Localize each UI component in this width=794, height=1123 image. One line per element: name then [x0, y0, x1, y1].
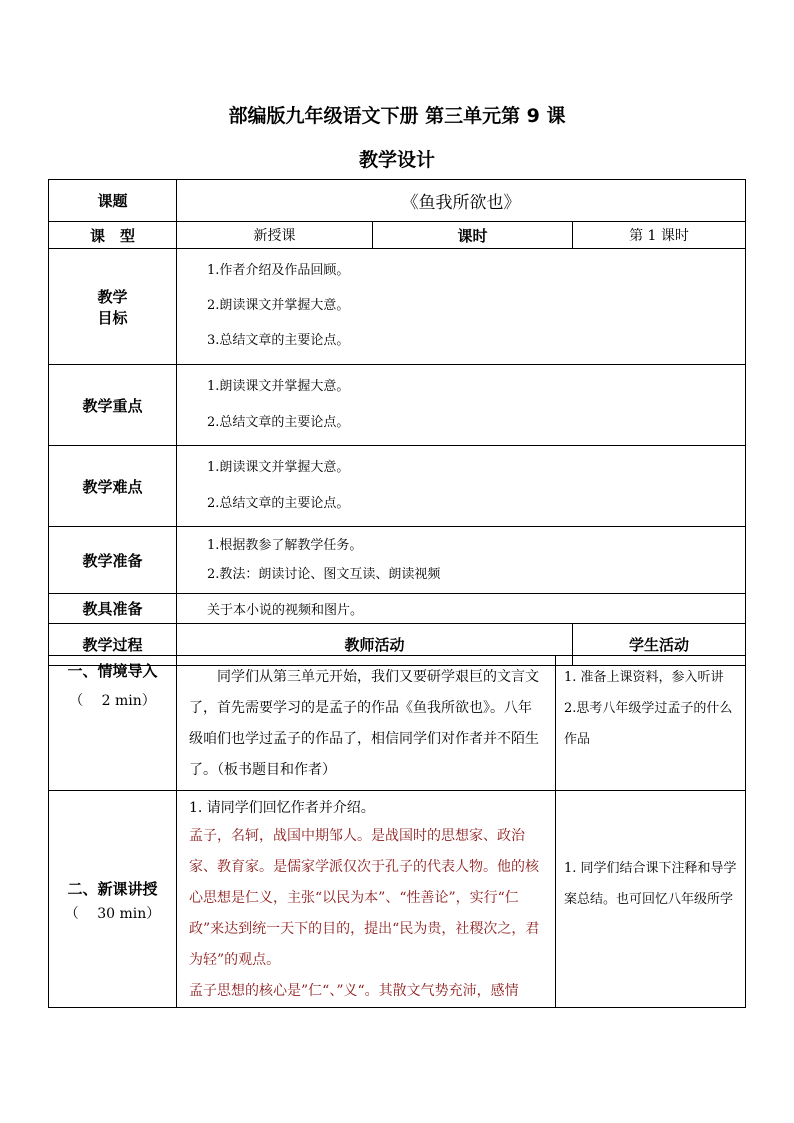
list-item: 2.思考八年级学过孟子的什么作品	[564, 701, 733, 747]
document-title: 部编版九年级语文下册 第三单元第 9 课	[228, 105, 566, 127]
lesson-plan-table	[48, 179, 746, 666]
list-item: 1.朗读课文并掌握大意。	[207, 379, 350, 394]
list-item: 1.朗读课文并掌握大意。	[207, 460, 350, 475]
stage-2-title: 二、新课讲授	[67, 880, 158, 898]
list-item: 1.作者介绍及作品回顾。	[207, 263, 350, 278]
list-item: 1.根据教参了解教学任务。	[207, 538, 363, 553]
stage-2-name	[49, 791, 177, 1008]
list-item: 2.朗读课文并掌握大意。	[207, 298, 350, 313]
stage-2-teacher-thought-note: 孟子思想的核心是”仁“、”义“。其散文气势充沛，感情	[189, 983, 519, 999]
tools-row	[49, 594, 746, 624]
stage-2-teacher	[177, 791, 556, 1008]
type-value: 新授课	[177, 222, 373, 249]
type-row	[49, 222, 746, 249]
objectives-label	[49, 249, 177, 365]
stage-1-teacher: 同学们从第三单元开始，我们又要研学艰巨的文言文了，首先需要学习的是孟子的作品《鱼我所欲也》。八年级咱们也学过孟子的作品了，相信同学们对作者并不陌生了。（板书题目和作者）	[177, 656, 556, 791]
stage-2-student: 1. 同学们结合课下注释和导学案总结。也可回忆八年级所学	[556, 791, 746, 1008]
list-item: 2.教法：朗读讨论、图文互读、朗读视频	[207, 567, 441, 582]
process-header-stage: 教学过程	[49, 624, 177, 666]
preparation-row	[49, 527, 746, 594]
stage-row-1	[49, 656, 746, 791]
stage-2-duration: （ 30 min）	[64, 906, 161, 922]
tools-value: 关于本小说的视频和图片。	[177, 594, 746, 624]
process-header-teacher-label: 教师活动	[344, 636, 405, 654]
objectives-label-line1: 教学	[97, 287, 128, 306]
period-value: 第 1 课时	[573, 222, 746, 249]
stage-2-teacher-author-note: 孟子，名轲，战国中期邹人。是战国时的思想家、政治家、教育家。是儒家学派仅次于孔子的代表人物。他的核心思想是仁义，主张“以民为本”、“性善论”，实行“仁政”来达到统一天下的目的，提出“民为贵，社稷次之，君为轻”的观点。	[189, 828, 540, 968]
list-item: 2.总结文章的主要论点。	[207, 496, 350, 511]
list-item: 1. 准备上课资料，参入听讲	[564, 670, 724, 685]
stage-2-teacher-intro: 1. 请同学们回忆作者并介绍。	[189, 800, 375, 816]
key-points-content	[177, 365, 746, 446]
process-header-student: 学生活动	[573, 624, 746, 666]
topic-value: 《鱼我所欲也》	[177, 180, 746, 222]
stage-1-title: 一、情境导入	[67, 662, 158, 680]
stage-row-2	[49, 791, 746, 1008]
difficulties-content	[177, 446, 746, 527]
difficulties-row	[49, 446, 746, 527]
topic-row	[49, 180, 746, 222]
preparation-content	[177, 527, 746, 594]
topic-label: 课题	[49, 180, 177, 222]
key-points-label: 教学重点	[49, 365, 177, 446]
stage-1-student	[556, 656, 746, 791]
objectives-content	[177, 249, 746, 365]
stage-1-name	[49, 656, 177, 791]
stage-1-duration: （ 2 min）	[69, 693, 156, 709]
key-points-row	[49, 365, 746, 446]
tools-label: 教具准备	[49, 594, 177, 624]
document-subtitle: 教学设计	[358, 149, 435, 171]
difficulties-label: 教学难点	[49, 446, 177, 527]
period-label: 课时	[373, 222, 573, 249]
list-item: 3.总结文章的主要论点。	[207, 333, 350, 348]
preparation-label: 教学准备	[49, 527, 177, 594]
objectives-label-line2: 目标	[97, 308, 128, 327]
list-item: 2.总结文章的主要论点。	[207, 415, 350, 430]
process-table	[48, 655, 746, 1008]
objectives-row	[49, 249, 746, 365]
type-label: 课 型	[49, 222, 177, 249]
